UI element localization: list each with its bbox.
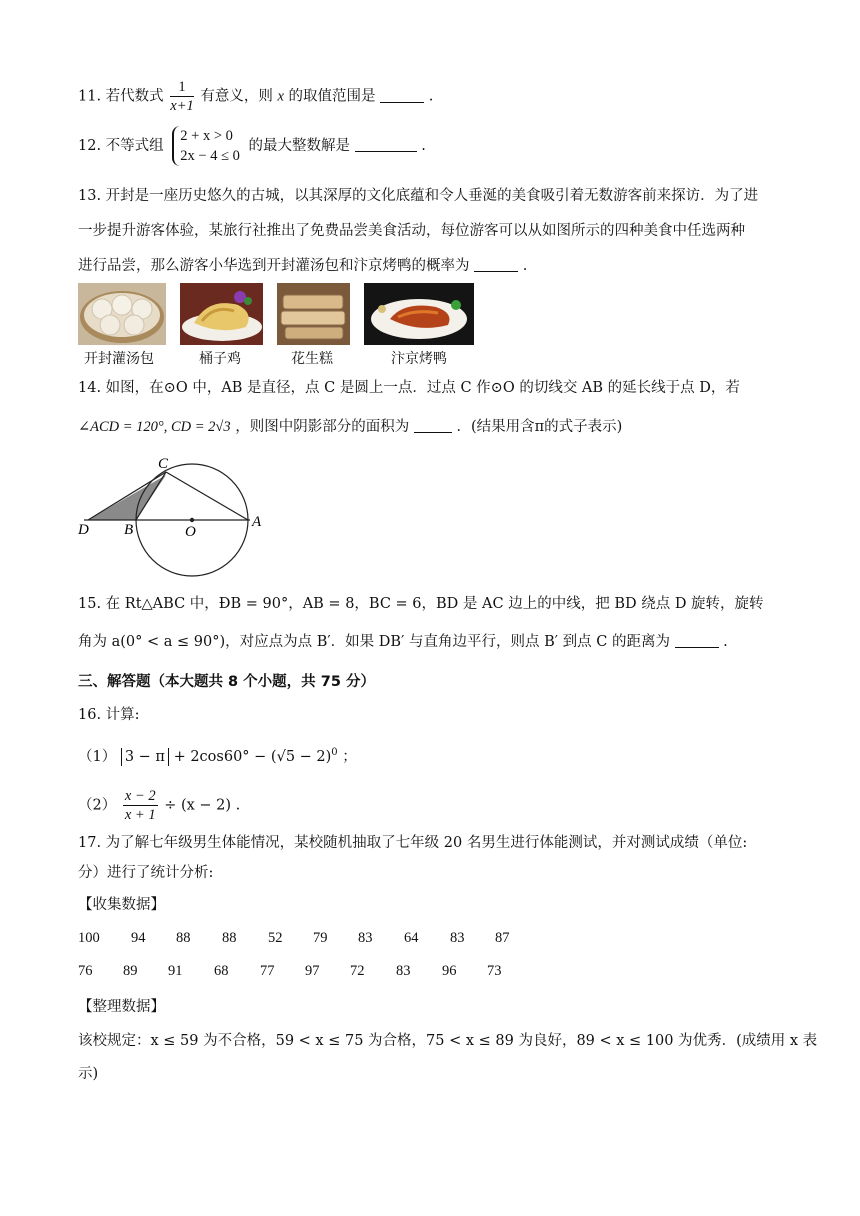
question-12 bbox=[78, 126, 426, 166]
condition: ∠ACD = 120°, CD = 2√3 bbox=[78, 419, 231, 435]
question-13-line-3 bbox=[78, 256, 527, 276]
variable: x bbox=[277, 88, 284, 105]
question-15-line-1: 15. 在 Rt△ABC 中，ÐB = 90°，AB = 8，BC = 6，BD 是 AC 边上的中线，把 BD 绕点 D 旋转，旋转 bbox=[78, 596, 764, 612]
data-value: 87 bbox=[495, 930, 510, 946]
data-value: 64 bbox=[404, 930, 419, 946]
question-11 bbox=[78, 78, 433, 115]
food-caption: 桶子鸡 bbox=[199, 351, 241, 367]
food-caption: 汴京烤鸭 bbox=[391, 351, 447, 367]
data-value: 89 bbox=[123, 963, 138, 979]
question-text: 的取值范围是 bbox=[288, 88, 376, 105]
data-value: 76 bbox=[78, 963, 93, 979]
food-photo-peanut-cake bbox=[277, 283, 350, 345]
label-a: A bbox=[252, 514, 262, 530]
data-value: 72 bbox=[350, 963, 365, 979]
collect-data-heading: 【收集数据】 bbox=[78, 897, 165, 913]
fraction-denominator: x + 1 bbox=[124, 807, 156, 823]
data-value: 100 bbox=[78, 930, 100, 946]
data-value: 68 bbox=[214, 963, 229, 979]
question-13-line-1: 13. 开封是一座历史悠久的古城，以其深厚的文化底蕴和令人垂涎的美食吸引着无数游客前来探访．为了进 bbox=[78, 188, 759, 204]
section-heading: 三、解答题（本大题共 8 个小题，共 75 分） bbox=[78, 674, 375, 690]
data-value: 96 bbox=[442, 963, 457, 979]
data-value: 88 bbox=[222, 930, 237, 946]
expression: ÷ (x − 2) . bbox=[164, 797, 241, 814]
data-value: 73 bbox=[487, 963, 502, 979]
question-number: 11. bbox=[78, 88, 102, 105]
data-value: 77 bbox=[260, 963, 275, 979]
fraction bbox=[170, 78, 193, 115]
answer-blank bbox=[414, 418, 452, 433]
center-dot bbox=[190, 518, 194, 522]
data-value: 83 bbox=[396, 963, 411, 979]
question-text: 角为 a(0° < a ≤ 90°)，对应点为点 B′．如果 DB′ 与直角边平行，则点 B′ 到点 C 的距离为 bbox=[78, 634, 670, 650]
organize-data-heading: 【整理数据】 bbox=[78, 999, 165, 1015]
question-end: . bbox=[421, 138, 426, 154]
absolute-value: 3 − π bbox=[121, 748, 169, 766]
question-text: 进行品尝，那么游客小华选到开封灌汤包和汴京烤鸭的概率为 bbox=[78, 258, 470, 274]
inequality-system bbox=[172, 126, 240, 166]
data-value: 79 bbox=[313, 930, 328, 946]
question-16-title: 16. 计算: bbox=[78, 707, 140, 723]
expression: + 2cos60° − (√5 − 2) bbox=[173, 748, 332, 765]
data-value: 52 bbox=[268, 930, 283, 946]
part-label: （1） bbox=[78, 748, 117, 765]
fraction-numerator: x − 2 bbox=[124, 788, 156, 804]
food-photo-soup-dumplings bbox=[78, 283, 166, 345]
question-end: . bbox=[428, 88, 434, 105]
data-value: 83 bbox=[358, 930, 373, 946]
grading-rule-line-1: 该校规定：x ≤ 59 为不合格，59 < x ≤ 75 为合格，75 < x ≤ 89 为良好，89 < x ≤ 100 为优秀．(成绩用 x 表 bbox=[78, 1033, 818, 1049]
fraction bbox=[123, 787, 158, 824]
exponent: 0 bbox=[331, 747, 338, 758]
data-value: 88 bbox=[176, 930, 191, 946]
inequality-line: 2x − 4 ≤ 0 bbox=[180, 148, 240, 164]
label-o: O bbox=[185, 524, 196, 540]
part-label: （2） bbox=[78, 797, 117, 814]
question-text: 有意义，则 bbox=[200, 88, 273, 105]
question-text: 不等式组 bbox=[105, 138, 164, 154]
question-15-line-2 bbox=[78, 632, 728, 652]
label-b: B bbox=[124, 522, 134, 538]
question-text: ．(结果用含π的式子表示) bbox=[456, 419, 623, 435]
food-photo-barrel-chicken bbox=[180, 283, 263, 345]
question-16-part-2 bbox=[78, 787, 240, 824]
data-value: 91 bbox=[168, 963, 183, 979]
answer-blank bbox=[675, 633, 719, 648]
question-text: ，则图中阴影部分的面积为 bbox=[235, 419, 410, 435]
answer-blank bbox=[355, 137, 417, 152]
question-14-line-2 bbox=[78, 417, 622, 437]
inequality-line: 2 + x > 0 bbox=[180, 128, 233, 144]
data-value: 94 bbox=[131, 930, 146, 946]
label-c: C bbox=[158, 456, 169, 472]
question-end: . bbox=[522, 258, 528, 274]
label-d: D bbox=[78, 522, 89, 538]
food-caption: 开封灌汤包 bbox=[84, 351, 154, 367]
question-17-line-1: 17. 为了解七年级男生体能情况，某校随机抽取了七年级 20 名男生进行体能测试，并对测试成绩（单位: bbox=[78, 835, 748, 851]
fraction-numerator: 1 bbox=[170, 78, 193, 97]
food-photo-roast-duck bbox=[364, 283, 474, 345]
food-caption: 花生糕 bbox=[291, 351, 333, 367]
part-end: ； bbox=[342, 748, 357, 765]
data-value: 97 bbox=[305, 963, 320, 979]
question-14-line-1: 14. 如图，在⊙O 中，AB 是直径，点 C 是圆上一点．过点 C 作⊙O 的切线交 AB 的延长线于点 D，若 bbox=[78, 380, 740, 396]
question-13-line-2: 一步提升游客体验，某旅行社推出了免费品尝美食活动，每位游客可以从如图所示的四种美食中任选两种 bbox=[78, 223, 745, 239]
question-16-part-1 bbox=[78, 743, 357, 767]
question-text: 的最大整数解是 bbox=[248, 138, 351, 154]
circle-tangent-figure bbox=[74, 452, 274, 582]
question-17-line-2: 分）进行了统计分析: bbox=[78, 865, 214, 881]
question-text: 若代数式 bbox=[105, 88, 164, 105]
grading-rule-line-2: 示) bbox=[78, 1066, 99, 1082]
answer-blank bbox=[380, 88, 424, 103]
question-number: 12. bbox=[78, 138, 102, 154]
data-value: 83 bbox=[450, 930, 465, 946]
fraction-denominator: x+1 bbox=[170, 98, 194, 114]
chord-ca bbox=[166, 472, 248, 520]
question-end: . bbox=[723, 634, 728, 650]
answer-blank bbox=[474, 257, 518, 272]
